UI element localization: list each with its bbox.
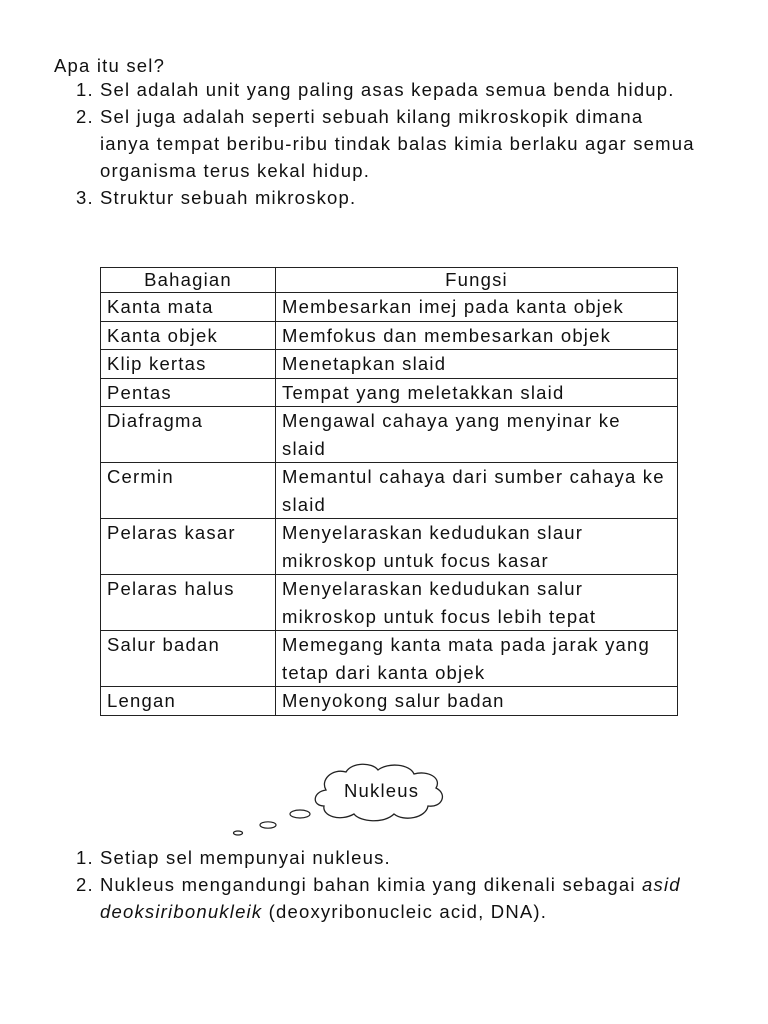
column-header-function: Fungsi (276, 268, 678, 293)
column-header-part: Bahagian (101, 268, 276, 293)
part-cell: Pentas (101, 378, 276, 407)
table-row (101, 575, 678, 631)
function-cell: Menyokong salur badan (276, 687, 678, 716)
list-number: 2. (76, 106, 94, 127)
table-row (101, 350, 678, 379)
table-row (101, 519, 678, 575)
nucleus-list (76, 844, 716, 925)
function-cell: Memfokus dan membesarkan objek (276, 321, 678, 350)
table-row (101, 463, 678, 519)
table-row (101, 293, 678, 322)
function-cell: Mengawal cahaya yang menyinar ke slaid (276, 407, 678, 463)
list-item (76, 871, 716, 925)
list-item (76, 76, 696, 103)
part-cell: Lengan (101, 687, 276, 716)
part-cell: Pelaras kasar (101, 519, 276, 575)
table-header-row (101, 268, 678, 293)
italic-term: asid deoksiribonukleik (100, 874, 681, 922)
cloud-label: Nukleus (344, 780, 420, 801)
table-row (101, 378, 678, 407)
list-number: 3. (76, 187, 94, 208)
function-cell: Menetapkan slaid (276, 350, 678, 379)
list-item (76, 103, 696, 184)
function-cell: Memantul cahaya dari sumber cahaya ke slaid (276, 463, 678, 519)
microscope-parts-table (100, 267, 678, 716)
part-cell: Kanta objek (101, 321, 276, 350)
function-cell: Memegang kanta mata pada jarak yang tetap dari kanta objek (276, 631, 678, 687)
list-item-text: (deoxyribonucleic acid, DNA). (268, 901, 548, 922)
intro-list (76, 76, 696, 211)
list-item-text: Sel adalah unit yang paling asas kepada semua benda hidup. (100, 79, 675, 100)
list-item-text: Nukleus mengandungi bahan kimia yang dikenali sebagai (100, 874, 636, 895)
list-number: 1. (76, 79, 94, 100)
list-item-text: Sel juga adalah seperti sebuah kilang mikroskopik dimana ianya tempat beribu-ribu tindak balas kimia berlaku agar semua organisma terus kekal hidup. (100, 106, 695, 181)
list-item (76, 184, 696, 211)
part-cell: Cermin (101, 463, 276, 519)
function-cell: Tempat yang meletakkan slaid (276, 378, 678, 407)
part-cell: Salur badan (101, 631, 276, 687)
table-row (101, 407, 678, 463)
table-row (101, 687, 678, 716)
part-cell: Klip kertas (101, 350, 276, 379)
section-heading: Apa itu sel? (54, 55, 166, 76)
list-number: 1. (76, 847, 94, 868)
function-cell: Menyelaraskan kedudukan slaur mikroskop untuk focus kasar (276, 519, 678, 575)
list-item (76, 844, 716, 871)
table-row (101, 321, 678, 350)
list-item-text: Struktur sebuah mikroskop. (100, 187, 357, 208)
list-item-text: Setiap sel mempunyai nukleus. (100, 847, 391, 868)
thought-bubble (228, 760, 468, 840)
part-cell: Pelaras halus (101, 575, 276, 631)
table-row (101, 631, 678, 687)
list-number: 2. (76, 874, 94, 895)
function-cell: Membesarkan imej pada kanta objek (276, 293, 678, 322)
function-cell: Menyelaraskan kedudukan salur mikroskop untuk focus lebih tepat (276, 575, 678, 631)
part-cell: Diafragma (101, 407, 276, 463)
part-cell: Kanta mata (101, 293, 276, 322)
